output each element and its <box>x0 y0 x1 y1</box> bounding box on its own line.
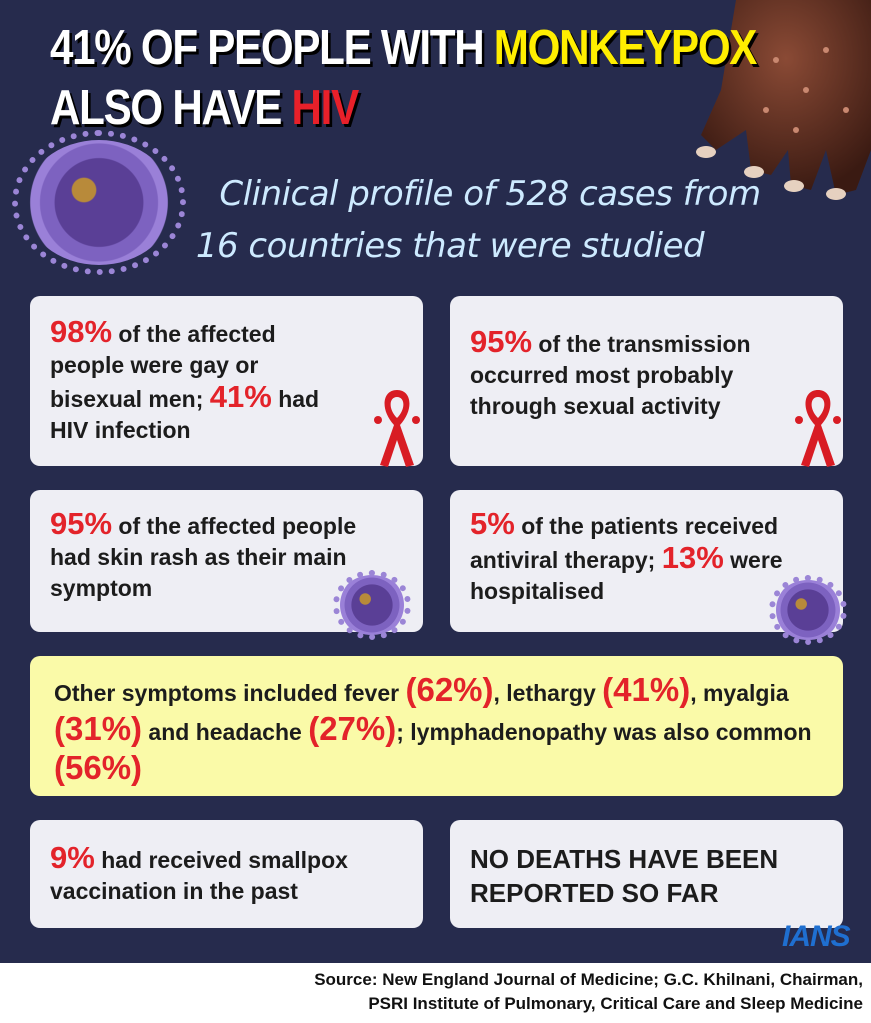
source-credit <box>3 968 863 1016</box>
title-highlight-monkeypox: MONKEYPOX <box>493 21 757 75</box>
red-ribbon-icon <box>372 385 422 470</box>
stat-percent: 41% <box>209 379 272 414</box>
stat-text: of the affected people were gay or bisexual men; <box>50 321 276 412</box>
stat-percent: 13% <box>661 540 724 575</box>
stat-text: of the patients received antiviral therapy; <box>470 513 779 573</box>
title-text: 41% OF PEOPLE WITH <box>50 21 494 75</box>
source-line-2: PSRI Institute of Pulmonary, Critical Care and Sleep Medicine <box>368 994 863 1013</box>
stat-text: Other symptoms included fever <box>54 680 406 706</box>
stat-percent: 9% <box>50 840 95 875</box>
stat-percent-lethargy: (41%) <box>602 671 691 708</box>
subtitle-line-1: Clinical profile of 528 cases from <box>219 174 761 214</box>
title-line-1 <box>50 18 757 78</box>
stat-percent-lymphadenopathy: (56%) <box>54 749 143 786</box>
stat-text: had received smallpox vaccination in the past <box>50 847 348 904</box>
page-title <box>50 18 757 138</box>
stat-percent: 95% <box>50 506 113 541</box>
stat-card-sexuality <box>30 296 423 466</box>
stat-text: of the transmission occurred most probably through sexual activity <box>470 331 751 419</box>
stat-text: , myalgia <box>690 680 789 706</box>
stat-card-no-deaths <box>450 820 843 928</box>
stat-percent: 95% <box>470 324 533 359</box>
stat-text: ; lymphadenopathy was also common <box>396 719 812 745</box>
virus-icon <box>774 580 842 640</box>
stat-card-other-symptoms <box>30 656 843 796</box>
red-ribbon-icon <box>793 385 843 470</box>
title-line-2 <box>50 78 721 138</box>
title-text: ALSO HAVE <box>50 81 292 135</box>
stat-percent: 98% <box>50 314 113 349</box>
subtitle-line-2: 16 countries that were studied <box>195 226 705 266</box>
stat-percent-headache: (27%) <box>308 710 397 747</box>
ians-logo: IANS <box>782 920 850 953</box>
stat-text: of the affected people had skin rash as their main symptom <box>50 513 357 601</box>
stat-text: had HIV infection <box>50 386 320 443</box>
stat-card-transmission <box>450 296 843 466</box>
stat-text: NO DEATHS HAVE BEEN REPORTED SO FAR <box>470 844 779 908</box>
stat-text: , lethargy <box>493 680 603 706</box>
stat-card-vaccination <box>30 820 423 928</box>
stat-text: and headache <box>142 719 309 745</box>
title-highlight-hiv: HIV <box>291 81 358 135</box>
stat-text: were hospitalised <box>470 547 783 604</box>
virus-icon <box>338 575 406 635</box>
stat-percent-fever: (62%) <box>405 671 494 708</box>
stat-percent-myalgia: (31%) <box>54 710 143 747</box>
stat-percent: 5% <box>470 506 515 541</box>
subtitle <box>150 168 830 272</box>
source-line-1: Source: New England Journal of Medicine; G.C. Khilnani, Chairman, <box>314 970 863 989</box>
